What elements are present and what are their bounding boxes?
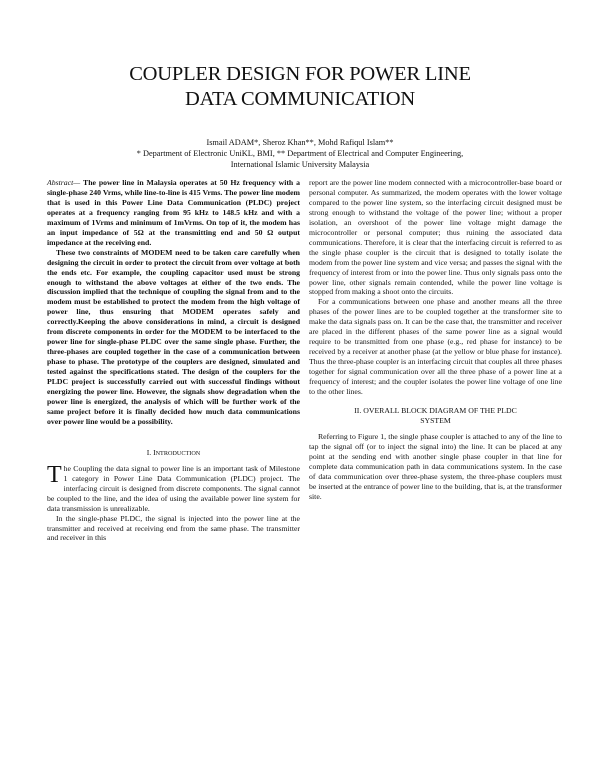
author-block <box>40 137 560 171</box>
abstract-paragraph-1 <box>47 178 300 248</box>
title-line-1: COUPLER DESIGN FOR POWER LINE <box>129 63 471 85</box>
intro-paragraph-1 <box>47 461 300 514</box>
section-heading-rest: NTRODUCTION <box>155 449 201 457</box>
intro-paragraph-2: In the single-phase PLDC, the signal is injected into the power line at the transmitter and received at receiving end from the same phase. The transmitter and receiver in this <box>47 513 300 543</box>
section-heading-block-diagram <box>309 406 562 426</box>
section-heading-line-2: SYSTEM <box>420 415 451 425</box>
author-affiliation-1: * Department of Electronic UniKL, BMI, ** Department of Electrical and Computer Engineering, <box>136 149 464 159</box>
section-heading-line-1: II. OVERALL BLOCK DIAGRAM OF THE PLDC <box>354 405 517 415</box>
section-heading-introduction <box>47 448 300 459</box>
intro-text-1: he Coupling the data signal to power line is an important task of Milestone 1 category in Power Line Data Communication (PLDC) project. The interfacing circuit is designed from discrete components. The signal cannot be coupled to the line, and the idea of using the available power line system for data transmission is unrealizable. <box>47 463 300 513</box>
author-affiliation-2: International Islamic University Malaysia <box>230 160 370 170</box>
author-names: Ismail ADAM*, Sheroz Khan**, Mohd Rafiqul Islam** <box>206 138 394 147</box>
right-column <box>309 178 562 502</box>
abstract-label: Abstract— <box>47 178 81 187</box>
right-paragraph-2: For a communications between one phase and another means all the three phases of the power lines are to be coupled together at the transformer site to make the data signals pass on. It can be the case that, the transmitter and receiver are placed in the different phases of the same power line as a signal would require to be transmitted from one phase (e.g., red phase for instance) to be received by a receiver at another phase (at the yellow or blue phase for instance). Thus the three-phase coupler is an interfacing circuit that couples all three phases together for signal communication over all the three phase of a power line at a frequency of interest; and the coupler isolates the power line voltage of one line to the other lines. <box>309 297 562 397</box>
left-column <box>47 178 300 543</box>
paper-title <box>40 62 560 112</box>
block-diagram-paragraph-1: Referring to Figure 1, the single phase coupler is attached to any of the line to tap the signal off (or to inject the signal into) the line. It can be placed at any point at the sending end with another single phase coupler in that line for complete data communication path in data communications system. In the case of data communication over three-phase system, the three-phase couplers must be inserted at the entrance of power line to the building, that is, at the transformer site. <box>309 431 562 501</box>
abstract-text-1: The power line in Malaysia operates at 50 Hz frequency with a single-phase 240 Vrms, while line-to-line is 415 Vrms. The power line modem that is used in this Power Line Data Communication (PLDC) project operates at a frequency ranging from 95 kHz to 148.5 kHz and with a maximum of 1Vrms and minimum of 1mVrms. On top of it, the modem has an input impedance of 5Ω at the transmitting end and 50 Ω output impedance at the receiving end. <box>47 178 300 247</box>
abstract-paragraph-2: These two constraints of MODEM need to be taken care carefully when designing the circuit in order to protect the circuit from over voltage at both the ends etc. For example, the coupling capacitor used must be strong enough to withstand the above voltages at either of the two ends. The discussion implied that the technique of coupling the signal from and to the modem must be established to protect the modem from the high voltage of power line, thus ensuring that MODEM operates safely and correctly.Keeping the above considerations in mind, a circuit is designed from discrete components in order for the MODEM to be interfaced to the power line for single-phase PLDC over the same single phase. Further, the three-phases are coupled together in the case of a communication between phase to phase. The prototype of the couplers are designed, simulated and tested against the specifications stated. The design of the couplers for the PLDC project is successfully carried out with successful findings without energizing the power line. However, the signals show degradation when the power line is energized, the analysis of which will be further work of the same project before it is finally decided how much data communications over power line would be a possibility. <box>47 247 300 426</box>
section-numeral: I. <box>146 447 152 457</box>
drop-cap: T <box>47 461 62 488</box>
section-heading-initial: I <box>153 447 156 457</box>
right-paragraph-1: report are the power line modem connected with a microcontroller-base board or personal computer. As summarized, the modem operates with the lower voltage compared to the power line system, so the interfacing circuit designed must be strong enough to withstand the voltage of the power line; without a proper isolation, an overshoot of the power line voltage might damage the microcontroller or personal computer; thus ruining the associated data communications. Therefore, it is clear that the interfacing circuit is referred to as the single phase coupler is the circuit that is designed to totally isolate the modem from the power line system and vice versa; and passes the signal with the frequency of interest from or into the power line. Thus only signals pass onto the power line, other signals remain contended, while the power line voltage is stopped from making a shoot onto the circuits. <box>309 178 562 297</box>
title-line-2: DATA COMMUNICATION <box>185 88 415 110</box>
